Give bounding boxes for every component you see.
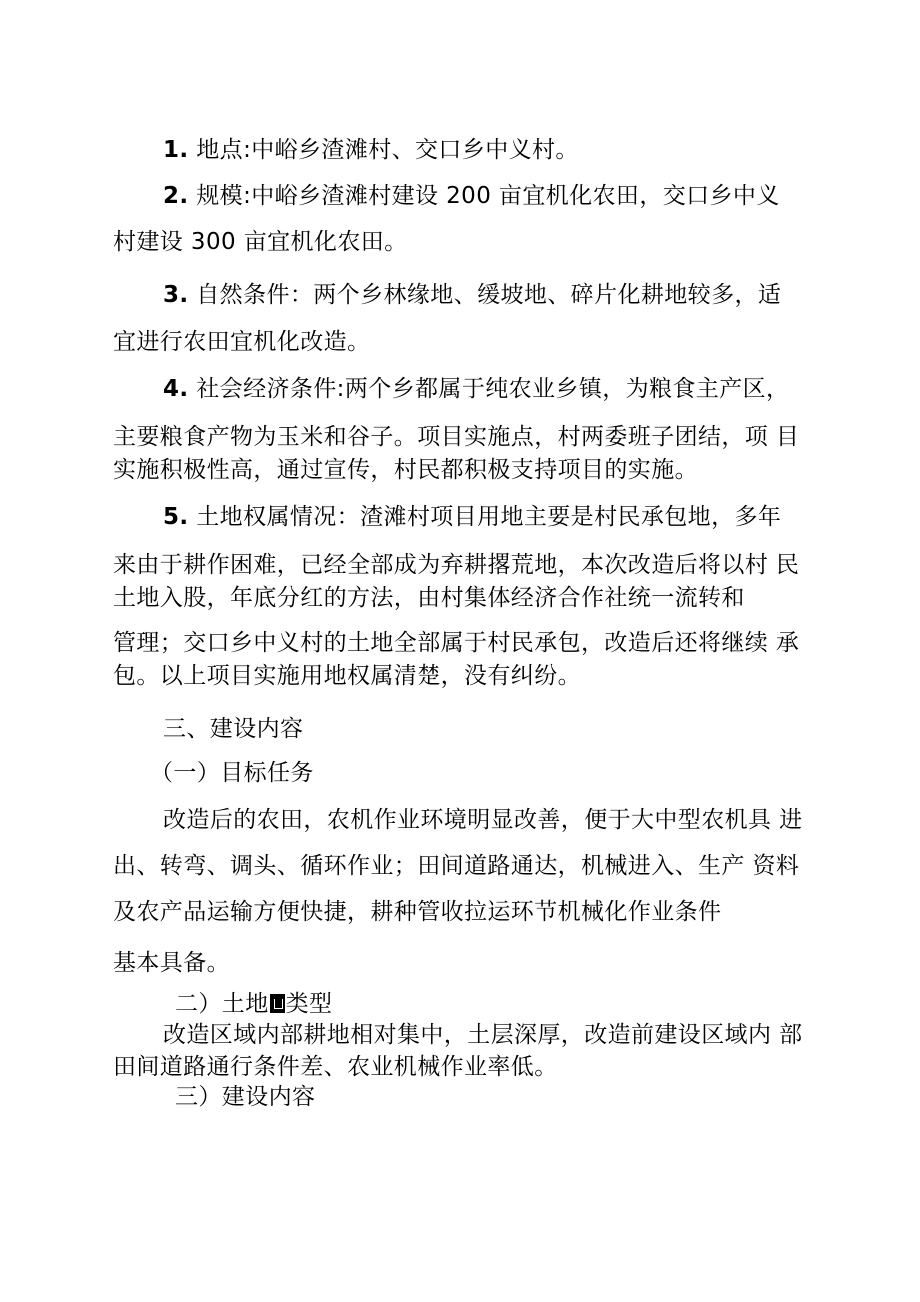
- subsection-1-line-4: 基本具备。: [113, 950, 230, 976]
- item-3-line-2: 宜进行农田宜机化改造。: [113, 329, 371, 355]
- subsection-2-line-2: 田间道路通行条件差、农业机械作业率低。: [113, 1054, 558, 1080]
- item-3-number: 3.: [163, 282, 189, 308]
- subsection-1-line-2: 出、转弯、调头、循环作业；田间道路通达，机械进入、生产 资料: [113, 853, 800, 879]
- subsection-2-heading-part-b: 类型: [285, 991, 333, 1017]
- subsection-1-line-1: 改造后的农田，农机作业环境明显改善，便于大中型农机具 进: [163, 807, 803, 833]
- subsection-2-heading: [175, 989, 332, 1019]
- item-5-line-1: [163, 502, 781, 532]
- subsection-1-heading: （一）目标任务: [150, 760, 314, 786]
- item-4-line-1: [163, 374, 789, 404]
- item-3-text: 自然条件：两个乡林缘地、缓坡地、碎片化耕地较多，适: [196, 282, 782, 308]
- item-5-text: 土地权属情况：渣滩村项目用地主要是村民承包地，多年: [196, 504, 782, 530]
- subsection-2-line-1: 改造区域内部耕地相对集中，土层深厚，改造前建设区域内 部: [163, 1022, 803, 1048]
- item-2-text: 规模:中峪乡渣滩村建设 200 亩宜机化农田，交口乡中义: [196, 183, 780, 209]
- item-4-line-3: 实施积极性高，通过宣传，村民都积极支持项目的实施。: [113, 457, 698, 483]
- item-2-number: 2.: [163, 183, 189, 209]
- subsection-3-heading: 三）建设内容: [175, 1084, 316, 1110]
- item-5-number: 5.: [163, 504, 189, 530]
- section-heading: 三、建设内容: [163, 716, 304, 742]
- item-1-text: 地点:中峪乡渣滩村、交口乡中义村。: [196, 137, 579, 163]
- item-5-line-3: 土地入股，年底分红的方法，由村集体经济合作社统一流转和: [113, 585, 745, 611]
- item-2-line-2: 村建设 300 亩宜机化农田。: [113, 229, 408, 255]
- item-2-line-1: [163, 181, 780, 211]
- item-5-line-4: 管理；交口乡中义村的土地全部属于村民承包，改造后还将继续 承: [113, 630, 800, 656]
- subsection-2-heading-part-a: 二）土地: [175, 991, 269, 1017]
- item-3-line-1: [163, 280, 781, 310]
- subsection-1-line-3: 及农产品运输方便快捷，耕种管收拉运环节机械化作业条件: [113, 899, 722, 925]
- item-4-line-2: 主要粮食产物为玉米和谷子。项目实施点，村两委班子团结，项 目: [113, 424, 800, 450]
- garbled-glyph-icon: [270, 994, 285, 1013]
- item-4-number: 4.: [163, 376, 189, 402]
- item-5-line-2: 来由于耕作困难，已经全部成为弃耕撂荒地，本次改造后将以村 民: [113, 552, 800, 578]
- item-1-number: 1.: [163, 137, 189, 163]
- item-4-text: 社会经济条件:两个乡都属于纯农业乡镇，为粮食主产区，: [196, 376, 790, 402]
- item-1-line-1: [163, 135, 579, 165]
- item-5-line-5: 包。以上项目实施用地权属清楚，没有纠纷。: [113, 663, 581, 689]
